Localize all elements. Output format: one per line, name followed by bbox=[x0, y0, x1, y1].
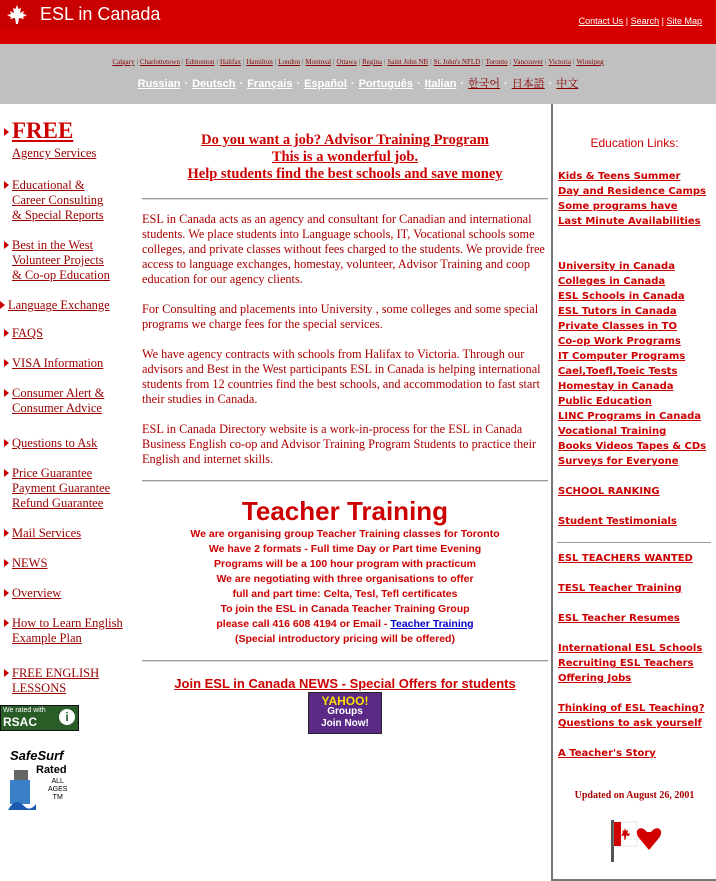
nav-link[interactable]: Consumer Alert & bbox=[12, 386, 105, 400]
nav-item[interactable] bbox=[4, 436, 97, 451]
site-map-link[interactable]: Site Map bbox=[666, 16, 702, 26]
arrow-right-icon bbox=[4, 241, 9, 249]
divider bbox=[557, 542, 711, 543]
city-links: Calgary | Charlottetown | Edmonton | Halifax | Hamilton | London | Montreal | Ottawa | Regina | Saint John NB | St. John's NFLD | Toronto | Vancouver | Victoria | Winnipeg bbox=[112, 58, 604, 66]
city-link[interactable]: Saint John NB bbox=[387, 58, 429, 66]
city-link[interactable]: Calgary bbox=[112, 58, 135, 66]
education-link[interactable]: Kids & Teens Summer bbox=[558, 171, 681, 182]
nav-link[interactable]: Overview bbox=[12, 586, 62, 600]
education-link[interactable]: Homestay in Canada bbox=[558, 381, 674, 392]
city-link[interactable]: London bbox=[278, 58, 300, 66]
nav-link[interactable]: Questions to Ask bbox=[12, 436, 98, 450]
education-link[interactable]: Thinking of ESL Teaching? bbox=[558, 703, 705, 714]
teacher-training-email-link[interactable]: Teacher Training bbox=[390, 618, 474, 630]
language-link[interactable]: Russian bbox=[137, 78, 181, 90]
site-logo[interactable] bbox=[0, 0, 160, 30]
nav-link[interactable]: Payment Guarantee bbox=[12, 481, 111, 495]
fees-paragraph: For Consulting and placements into University , some colleges and some special programs we charge fees for the special services. bbox=[142, 302, 539, 331]
nav-item[interactable] bbox=[4, 326, 43, 341]
nav-link[interactable]: Mail Services bbox=[12, 526, 82, 540]
education-link[interactable]: Questions to ask yourself bbox=[558, 718, 702, 729]
site-header bbox=[0, 0, 716, 44]
nav-item[interactable] bbox=[4, 616, 123, 646]
join-news bbox=[140, 676, 550, 691]
nav-free-link[interactable]: FREE bbox=[12, 118, 74, 143]
contact-us-link[interactable]: Contact Us bbox=[578, 16, 624, 26]
nav-link[interactable]: VISA Information bbox=[12, 356, 104, 370]
language-link[interactable]: 한국어 bbox=[468, 77, 501, 90]
language-link[interactable]: Français bbox=[247, 78, 293, 90]
language-link[interactable]: Español bbox=[304, 78, 347, 90]
arrow-right-icon bbox=[4, 389, 9, 397]
education-links-panel bbox=[551, 104, 716, 881]
city-link[interactable]: Edmonton bbox=[185, 58, 215, 66]
education-link[interactable]: Offering Jobs bbox=[558, 673, 632, 684]
city-link[interactable]: Charlottetown bbox=[139, 58, 180, 66]
city-link[interactable]: St. John's NFLD bbox=[433, 58, 481, 66]
language-link[interactable]: Português bbox=[358, 78, 413, 90]
contracts-paragraph: We have agency contracts with schools from Halifax to Victoria. Through our advisors and Best in the West participants ESL in Canada is helping international students from 12 countries find the best schools, and accommodation to fast start their studies in Canada. bbox=[142, 347, 541, 406]
arrow-right-icon bbox=[4, 559, 9, 567]
education-link[interactable]: Some programs have bbox=[558, 201, 678, 212]
nav-link[interactable]: & Co-op Education bbox=[12, 268, 110, 282]
site-title: ESL in Canada bbox=[40, 4, 161, 24]
city-link[interactable]: Toronto bbox=[485, 58, 508, 66]
nav-link[interactable]: Consumer Advice bbox=[12, 401, 102, 415]
city-link[interactable]: Montreal bbox=[305, 58, 332, 66]
education-link[interactable]: Colleges in Canada bbox=[558, 276, 666, 287]
nav-link[interactable]: LESSONS bbox=[12, 681, 67, 695]
education-link[interactable]: Vocational Training bbox=[558, 426, 667, 437]
language-links: Russian · Deutsch · Français · Español · Português · Italian · 한국어 · 日本語 · 中文 bbox=[137, 77, 579, 90]
nav-link[interactable]: How to Learn English bbox=[12, 616, 123, 630]
esl-teacher-resumes-link[interactable]: ESL Teacher Resumes bbox=[558, 613, 680, 624]
nav-item[interactable] bbox=[4, 238, 110, 283]
arrow-right-icon bbox=[4, 329, 9, 337]
nav-item[interactable] bbox=[4, 586, 61, 601]
nav-link[interactable]: Refund Guarantee bbox=[12, 496, 104, 510]
safesurf-badge[interactable]: SafeSurf Rated ALL AGES TM bbox=[8, 748, 72, 810]
nav-link[interactable]: NEWS bbox=[12, 556, 48, 570]
city-link[interactable]: Vancouver bbox=[513, 58, 543, 66]
nav-link[interactable]: & Special Reports bbox=[12, 208, 104, 222]
nav-link[interactable]: Price Guarantee bbox=[12, 466, 93, 480]
education-link[interactable]: Co-op Work Programs bbox=[558, 336, 681, 347]
nav-link[interactable]: Career Consulting bbox=[12, 193, 104, 207]
education-link[interactable]: Books Videos Tapes & CDs bbox=[558, 441, 707, 452]
intro-paragraph: ESL in Canada acts as an agency and consultant for Canadian and international students. We place students into Language schools, IT, Vocational schools some colleges, and private classes without fees charged to the students. We provide free access to language exchanges, homestay, volunteer, Advisor Training and coop education for our agency clients. bbox=[142, 212, 545, 286]
education-link[interactable]: IT Computer Programs bbox=[558, 351, 686, 362]
rsac-badge[interactable]: We rated with RSAC i bbox=[0, 705, 79, 731]
teacher-training-title: Teacher Training bbox=[241, 496, 449, 526]
nav-link[interactable]: Educational & bbox=[12, 178, 85, 192]
search-link[interactable]: Search bbox=[630, 16, 660, 26]
directory-paragraph: ESL in Canada Directory website is a work-in-process for the ESL in Canada Business English co-op and Advisor Training Program Students to practice their English and internet skills. bbox=[142, 422, 537, 466]
education-links-title: Education Links: bbox=[590, 136, 679, 150]
education-link[interactable]: Surveys for Everyone bbox=[558, 456, 679, 467]
top-links: Contact Us | Search | Site Map bbox=[578, 16, 702, 26]
yahoo-groups-button[interactable]: YAHOO! Groups Join Now! bbox=[308, 692, 382, 734]
nav-link[interactable]: FREE ENGLISH bbox=[12, 666, 100, 680]
arrow-right-icon bbox=[4, 359, 9, 367]
headline-line-1[interactable]: Do you want a job? Advisor Training Program bbox=[201, 132, 489, 148]
teacher-training-text: We are organising group Teacher Training classes for Toronto We have 2 formats - Full time Day or Part time Evening Programs will be a 100 hour program with practicum We are negotiating with three organisations to offer full and part time: Celta, Tesl, Tefl certificates To join the ESL in Canada Teacher Training Group please call 416 608 4194 or Email - Teacher Training (Special introductory pricing will be offered) bbox=[190, 528, 500, 645]
divider bbox=[142, 660, 548, 662]
language-link[interactable]: 日本語 bbox=[511, 77, 545, 90]
education-link[interactable]: ESL Tutors in Canada bbox=[558, 306, 677, 317]
info-icon: i bbox=[59, 709, 75, 725]
education-link[interactable]: Day and Residence Camps bbox=[558, 186, 706, 197]
education-link[interactable]: Public Education bbox=[558, 396, 652, 407]
nav-item[interactable] bbox=[0, 298, 110, 313]
arrow-right-icon bbox=[4, 619, 9, 627]
divider bbox=[142, 480, 548, 482]
nav-item[interactable] bbox=[4, 666, 99, 696]
nav-link[interactable]: Volunteer Projects bbox=[12, 253, 104, 267]
tesl-teacher-training-link[interactable]: TESL Teacher Training bbox=[558, 583, 682, 594]
arrow-right-icon bbox=[4, 439, 9, 447]
education-link[interactable]: LINC Programs in Canada bbox=[558, 411, 701, 422]
nav-item[interactable] bbox=[4, 556, 47, 571]
nav-item[interactable] bbox=[4, 356, 103, 371]
city-link[interactable]: Ottawa bbox=[336, 58, 357, 66]
language-link[interactable]: Italian bbox=[424, 78, 457, 90]
updated-date: Updated on August 26, 2001 bbox=[574, 790, 695, 801]
nav-link[interactable]: FAQS bbox=[12, 326, 44, 340]
headline-line-3[interactable]: Help students find the best schools and save money bbox=[187, 166, 503, 182]
education-link[interactable]: Cael,Toefl,Toeic Tests bbox=[558, 366, 678, 377]
join-news-link[interactable]: Join ESL in Canada NEWS - Special Offers for students bbox=[174, 676, 516, 691]
canada-heart-flag-icon bbox=[609, 816, 663, 862]
arrow-right-icon bbox=[4, 469, 9, 477]
esl-teachers-wanted-link[interactable]: ESL TEACHERS WANTED bbox=[558, 553, 693, 564]
education-link[interactable]: Last Minute Availabilities bbox=[558, 216, 701, 227]
education-link[interactable]: Private Classes in TO bbox=[558, 321, 677, 332]
divider bbox=[142, 198, 548, 200]
arrow-right-icon bbox=[0, 301, 5, 309]
nav-agency-link[interactable]: Agency Services bbox=[12, 146, 97, 160]
city-link[interactable]: Hamilton bbox=[246, 58, 273, 66]
nav-link[interactable]: Language Exchange bbox=[8, 298, 110, 312]
arrow-right-icon bbox=[4, 529, 9, 537]
education-link[interactable]: International ESL Schools bbox=[558, 643, 703, 654]
nav-link[interactable]: Best in the West bbox=[12, 238, 94, 252]
arrow-right-icon bbox=[4, 128, 9, 136]
arrow-right-icon bbox=[4, 589, 9, 597]
arrow-right-icon bbox=[4, 669, 9, 677]
education-link[interactable]: Recruiting ESL Teachers bbox=[558, 658, 694, 669]
nav-link[interactable]: Example Plan bbox=[12, 631, 82, 645]
education-link[interactable]: ESL Schools in Canada bbox=[558, 291, 685, 302]
city-link[interactable]: Winnipeg bbox=[576, 58, 604, 66]
arrow-right-icon bbox=[4, 181, 9, 189]
school-ranking-link[interactable]: SCHOOL RANKING bbox=[558, 486, 660, 497]
education-link[interactable]: University in Canada bbox=[558, 261, 675, 272]
language-link[interactable]: Deutsch bbox=[192, 78, 236, 90]
maple-leaf-icon bbox=[6, 4, 28, 26]
headline-line-2[interactable]: This is a wonderful job. bbox=[271, 149, 419, 165]
nav-item[interactable] bbox=[4, 178, 104, 223]
nav-item[interactable] bbox=[4, 386, 104, 416]
nav-item[interactable] bbox=[4, 526, 81, 541]
language-link[interactable]: 中文 bbox=[556, 77, 579, 90]
nav-item[interactable] bbox=[4, 118, 96, 161]
nav-item[interactable] bbox=[4, 466, 110, 511]
headline bbox=[140, 132, 550, 183]
safesurf-wave-icon bbox=[8, 766, 36, 810]
teachers-story-link[interactable]: A Teacher's Story bbox=[558, 748, 656, 759]
student-testimonials-link[interactable]: Student Testimonials bbox=[558, 516, 677, 527]
city-link[interactable]: Regina bbox=[362, 58, 382, 66]
city-link[interactable]: Victoria bbox=[548, 58, 571, 66]
city-link[interactable]: Halifax bbox=[219, 58, 241, 66]
city-language-bar bbox=[0, 44, 716, 104]
